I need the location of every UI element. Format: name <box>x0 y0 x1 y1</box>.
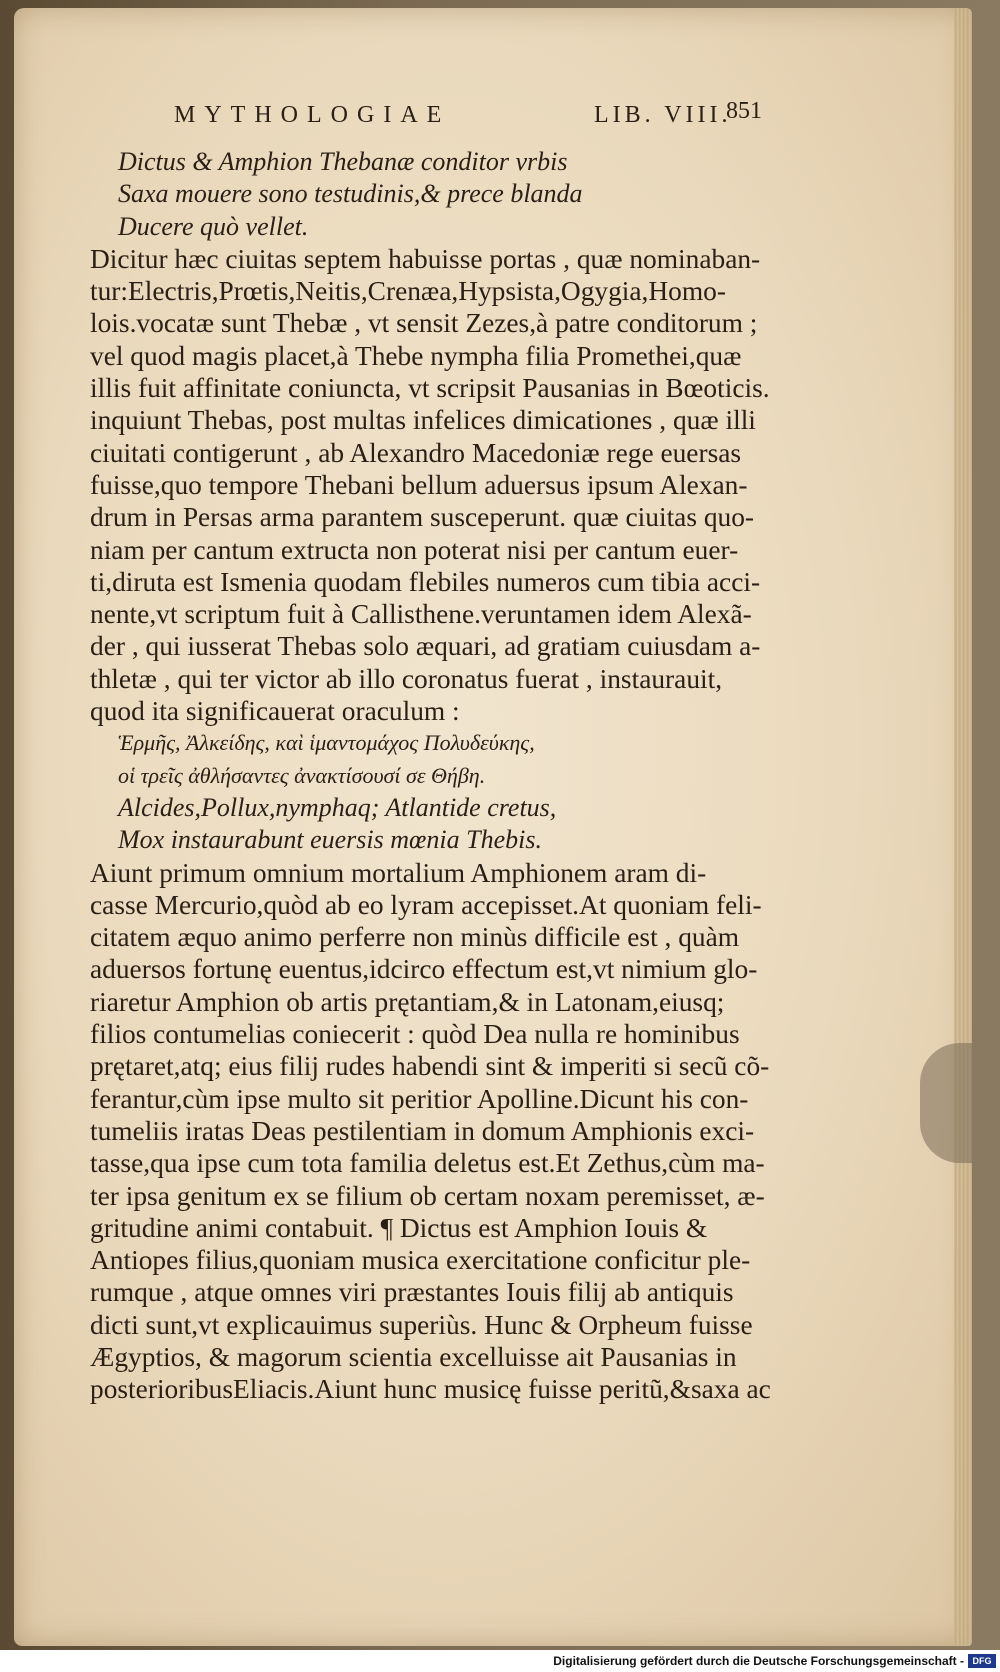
digitization-credit: Digitalisierung gefördert durch die Deutsche Forschungsgemeinschaft - <box>553 1654 964 1668</box>
text-line: dicti sunt,vt explicauimus superiùs. Hunc & Orpheum fuisse <box>90 1309 753 1340</box>
text-line: fuisse,quo tempore Thebani bellum aduersus ipsum Alexan- <box>90 469 748 500</box>
text-block <box>90 146 790 1406</box>
text-line: Aiunt primum omnium mortalium Amphionem aram di- <box>90 857 707 888</box>
verse-line: Ducere quò vellet. <box>118 211 309 241</box>
greek-verse-line: Ἑρμῆς, Ἀλκείδης, καὶ ἱμαντομάχος Πολυδεύκης, <box>118 730 535 756</box>
page-header <box>174 98 794 134</box>
text-line: tumeliis iratas Deas pestilentiam in domum Amphionis exci- <box>90 1115 755 1146</box>
text-line: rumque , atque omnes viri præstantes Iouis filij ab antiquis <box>90 1277 734 1308</box>
text-line: casse Mercurio,quòd ab eo lyram accepisset.At quoniam feli- <box>90 889 762 920</box>
text-line: ferantur,cùm ipse multo sit peritior Apolline.Dicunt his con- <box>90 1083 749 1114</box>
text-line: tur:Electris,Prœtis,Neitis,Crenæa,Hypsista,Ogygia,Homo- <box>90 276 726 307</box>
text-line: quod ita significauerat oraculum : <box>90 696 460 727</box>
text-line: der , qui iusserat Thebas solo æquari, ad gratiam cuiusdam a- <box>90 631 761 662</box>
dfg-logo: DFG <box>968 1654 996 1668</box>
page-tab <box>920 1043 972 1163</box>
text-line: Dicitur hæc ciuitas septem habuisse portas , quæ nominaban- <box>90 243 761 274</box>
page-edges <box>954 8 972 1646</box>
text-line: Antiopes filius,quoniam musica exercitatione conficitur ple- <box>90 1245 751 1276</box>
verse-line: Saxa mouere sono testudinis,& prece blanda <box>118 179 583 209</box>
text-line: citatem æquo animo perferre non minùs difficile est , quàm <box>90 922 740 953</box>
latin-verse-line: Alcides,Pollux,nymphaq; Atlantide cretus, <box>118 792 557 822</box>
text-line: drum in Persas arma parantem susceperunt. quæ ciuitas quo- <box>90 502 755 533</box>
text-line: thletæ , qui ter victor ab illo coronatus fuerat , instaurauit, <box>90 663 723 694</box>
text-line: nente,vt scriptum fuit à Callisthene.veruntamen idem Alexã- <box>90 599 752 630</box>
text-line: prętaret,atq; eius filij rudes habendi sint & imperiti si secũ cõ- <box>90 1051 770 1082</box>
book-page <box>14 8 972 1646</box>
verse-line: Dictus & Amphion Thebanæ conditor vrbis <box>118 147 568 176</box>
latin-verse-line: Mox instaurabunt euersis mœnia Thebis. <box>118 825 542 855</box>
text-line: ti,diruta est Ismenia quodam flebiles numeros cum tibia acci- <box>90 566 761 597</box>
text-line: illis fuit affinitate coniuncta, vt scripsit Pausanias in Bœoticis. <box>90 373 770 404</box>
text-line: tasse,qua ipse cum tota familia deletus est.Et Zethus,cùm ma- <box>90 1148 765 1179</box>
text-line: vel quod magis placet,à Thebe nympha filia Promethei,quæ <box>90 340 742 371</box>
text-line: filios contumelias coniecerit : quòd Dea nulla re hominibus <box>90 1019 740 1050</box>
text-line: gritudine animi contabuit. ¶ Dictus est Amphion Iouis & <box>90 1212 708 1243</box>
folio-number: 851 <box>726 98 762 124</box>
text-line: inquiunt Thebas, post multas infelices dimicationes , quæ illi <box>90 405 756 436</box>
text-line: aduersos fortunę euentus,idcirco effectum est,vt nimium glo- <box>90 954 758 985</box>
text-line: ter ipsa genitum ex se filium ob certam noxam peremisset, æ- <box>90 1180 765 1211</box>
text-line: posterioribusEliacis.Aiunt hunc musicę fuisse peritũ,&saxa ac <box>90 1374 771 1405</box>
text-line: ciuitati contigerunt , ab Alexandro Macedoniæ rege euersas <box>90 437 742 468</box>
text-line: lois.vocatæ sunt Thebæ , vt sensit Zezes,à patre conditorum ; <box>90 308 758 339</box>
book-number: LIB. VIII. <box>594 102 732 128</box>
text-line: Ægyptios, & magorum scientia excelluisse ait Pausanias in <box>90 1341 737 1372</box>
greek-verse-line: οἱ τρεῖς ἀθλήσαντες ἀνακτίσουσί σε Θήβη. <box>118 762 486 788</box>
text-line: riaretur Amphion ob artis prętantiam,& in Latonam,eiusq; <box>90 986 725 1017</box>
text-line: niam per cantum extructa non poterat nisi per cantum euer- <box>90 534 739 565</box>
running-head: MYTHOLOGIAE <box>174 102 451 128</box>
